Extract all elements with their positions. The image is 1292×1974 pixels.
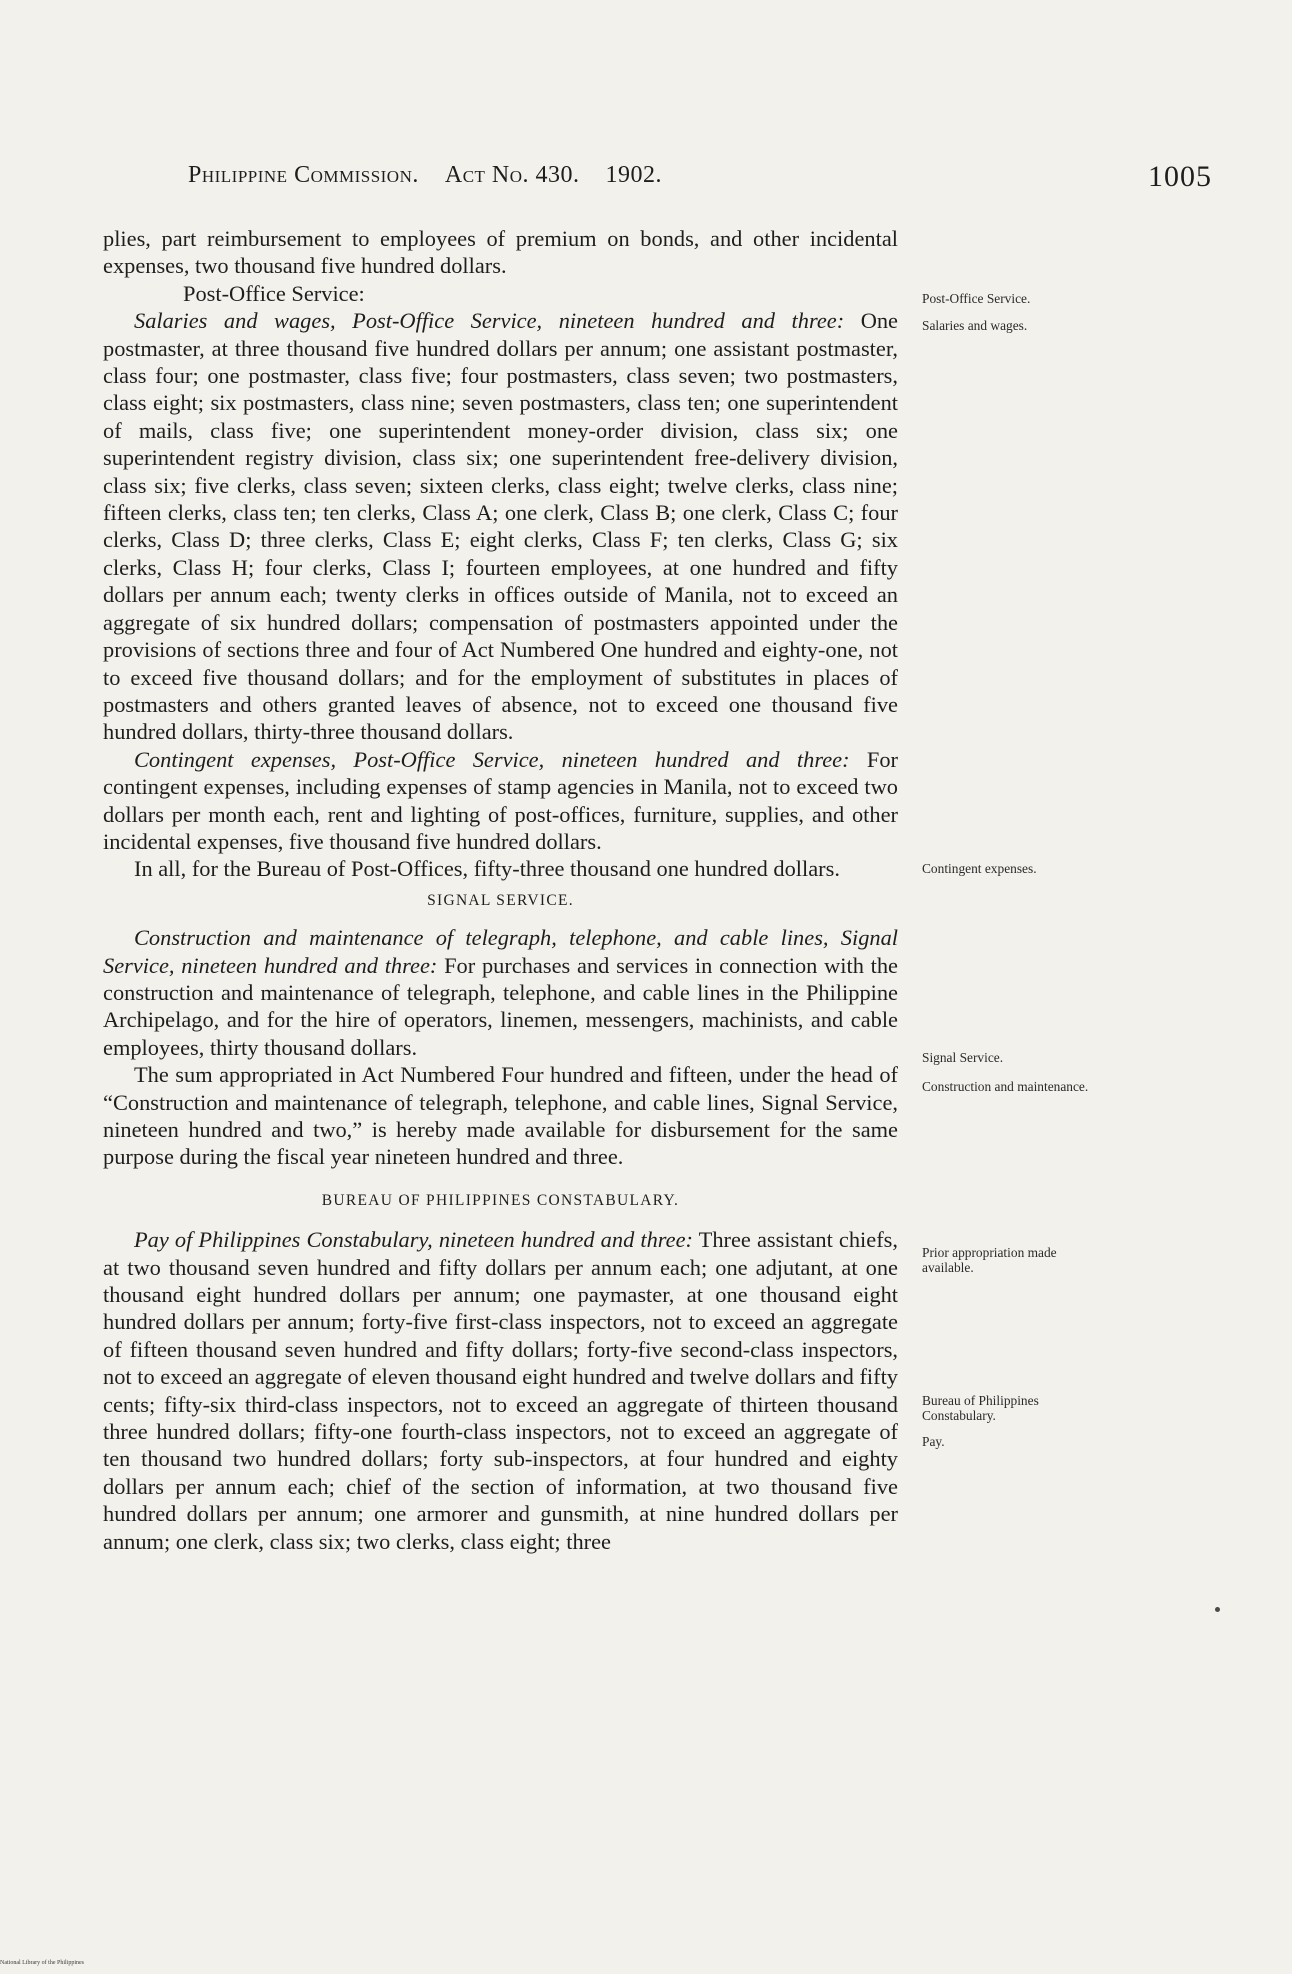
signal-service-heading: SIGNAL SERVICE. [427, 891, 574, 909]
body-text [103, 225, 898, 1555]
construction-paragraph [103, 924, 898, 1061]
margin-note-pay: Pay. [922, 1434, 945, 1449]
margin-note-construction: Construction and maintenance. [922, 1079, 1089, 1094]
pay-title: Pay of Philippines Constabulary, nineteen hundred and three: [134, 1227, 693, 1253]
page-number: 1005 [1148, 160, 1212, 193]
contingent-title: Contingent expenses, Post-Office Service, nineteen hundred and three: [134, 746, 850, 772]
margin-note-signal: Signal Service. [922, 1050, 1004, 1065]
header-commission: Philippine Commission. [188, 162, 419, 188]
opening-paragraph: plies, part reimbursement to employees of premium on bonds, and other incidental expenses, two thousand five hundred dollars. [103, 226, 898, 279]
construction-title: Construction and maintenance of telegraph, telephone, and cable lines, Signal Service, nineteen hundred and three: [103, 925, 898, 978]
footer-credit: National Library of the Philippines [0, 1960, 84, 1966]
header-act: Act No. 430. [444, 162, 580, 188]
margin-note-post-office: Post-Office Service. [922, 291, 1031, 306]
prior-appropriation-paragraph: The sum appropriated in Act Numbered Four hundred and fifteen, under the head of “Construction and maintenance of telegraph, telephone, and cable lines, Signal Service, nineteen hundred and two,” is hereby made available for disbursement for the same purpose during the fiscal year nineteen hundred and three. [103, 1062, 898, 1170]
margin-note-prior: Prior appropriation made available. [922, 1245, 1057, 1275]
margin-note-contingent: Contingent expenses. [922, 861, 1037, 876]
pay-text: Three assistant chiefs, at two thousand seven hundred and fifty dollars per annum each; one adjutant, at one thousand eight hundred dollars per annum; one paymaster, at one thousand eight hundred dollars per annum; forty-five first-class inspectors, not to exceed an aggregate of fifteen thousand seven hundred and fifty dollars; forty-five second-class inspectors, not to exceed an aggregate of eleven thousand eight hundred and twelve dollars and fifty cents; fifty-six third-class inspectors, not to exceed an aggregate of thirteen thousand three hundred dollars; fifty-one fourth-class inspectors, not to exceed an aggregate of ten thousand two hundred dollars; forty sub-inspectors, at four hundred and eighty dollars per annum each; chief of the section of information, at two thousand five hundred dollars per annum; one armorer and gunsmith, at nine hundred dollars per annum; one clerk, class six; two clerks, class eight; three [103, 1227, 898, 1554]
margin-note-salaries: Salaries and wages. [922, 318, 1028, 333]
salaries-title: Salaries and wages, Post-Office Service, nineteen hundred and three: [134, 308, 845, 334]
salaries-text: One postmaster, at three thousand five hundred dollars per annum; one assistant postmaster, class four; one postmaster, class five; four postmasters, class seven; two postmasters, class eight; six postmasters, class nine; seven postmasters, class ten; one superintendent of mails, class five; one superintendent money-order division, class six; one superintendent registry division, class six; one superintendent free-delivery division, class six; five clerks, class seven; sixteen clerks, class eight; twelve clerks, class nine; fifteen clerks, class ten; ten clerks, Class A; one clerk, Class B; one clerk, Class C; four clerks, Class D; three clerks, Class E; eight clerks, Class F; ten clerks, Class G; six clerks, Class H; four clerks, Class I; fourteen employees, at one hundred and fifty dollars per annum each; twenty clerks in offices outside of Manila, not to exceed an aggregate of six hundred dollars; compensation of postmasters appointed under the provisions of sections three and four of Act Numbered One hundred and eighty-one, not to exceed five thousand dollars; and for the employment of substitutes in places of postmasters and others granted leaves of absence, not to exceed one thousand five hundred dollars, thirty-three thousand dollars. [103, 308, 898, 745]
header-year: 1902. [605, 162, 663, 188]
salaries-paragraph [103, 307, 898, 746]
constabulary-heading: BUREAU OF PHILIPPINES CONSTABULARY. [321, 1191, 680, 1209]
paper-speck [1215, 1607, 1220, 1612]
in-all-paragraph: In all, for the Bureau of Post-Offices, fifty-three thousand one hundred dollars. [134, 856, 840, 882]
running-header [188, 162, 1113, 189]
pay-paragraph [103, 1226, 898, 1555]
post-office-heading: Post-Office Service: [183, 280, 365, 306]
contingent-paragraph [103, 746, 898, 856]
construction-text: For purchases and services in connection with the construction and maintenance of telegraph, telephone, and cable lines in the Philippine Archipelago, and for the hire of operators, linemen, messengers, machinists, and cable employees, thirty thousand dollars. [103, 952, 898, 1060]
contingent-text: For contingent expenses, including expenses of stamp agencies in Manila, not to exceed two dollars per month each, rent and lighting of post-offices, furniture, supplies, and other incidental expenses, five thousand five hundred dollars. [103, 746, 898, 854]
margin-note-bureau: Bureau of Philippines Constabulary. [922, 1393, 1039, 1423]
